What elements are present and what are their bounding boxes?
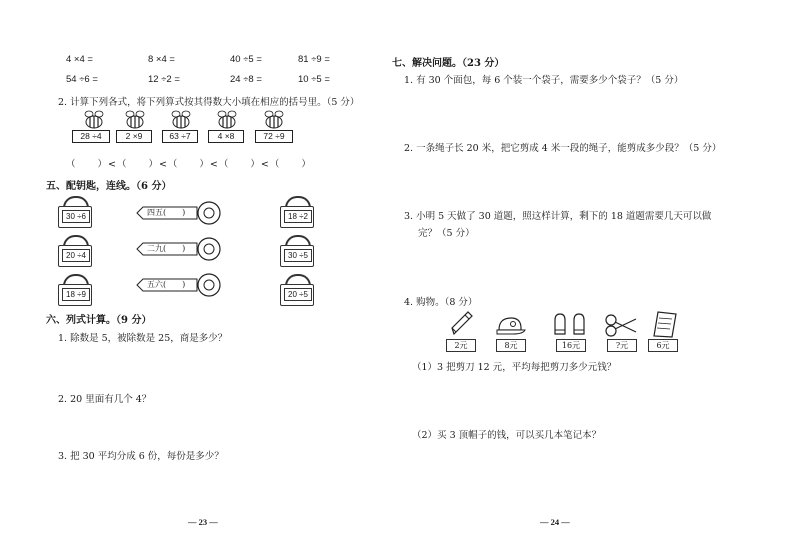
- lock-expression: 20 ÷5: [284, 288, 312, 301]
- problem-1: 1. 有 30 个面包，每 6 个装一个袋子，需要多少个袋子？（5 分）: [404, 75, 684, 86]
- price-tag: 2元: [446, 339, 476, 352]
- cap-icon: [493, 314, 527, 338]
- oral-calc-item: 4 ×4 =: [66, 54, 93, 65]
- problem-4-2: （2）买 3 顶帽子的钱，可以买几本笔记本？: [412, 430, 602, 441]
- oral-calc-item: 54 ÷6 =: [66, 74, 98, 85]
- lock-icon[interactable]: [280, 235, 314, 269]
- notebook-icon: [648, 310, 678, 338]
- price-tag: 16元: [556, 339, 586, 352]
- oral-calc-item: 10 ÷5 =: [298, 74, 330, 85]
- question-2-text: 2. 计算下列各式，将下列算式按其得数大小填在相应的括号里。（5 分）: [58, 97, 360, 108]
- key-icon[interactable]: [135, 200, 225, 226]
- lock-icon[interactable]: [280, 196, 314, 230]
- problem-3-line-2: 完？（5 分）: [418, 228, 475, 239]
- lock-expression: 20 ÷4: [62, 249, 90, 262]
- lock-expression: 18 ÷2: [284, 210, 312, 223]
- problem-3-line-1: 3. 小明 5 天做了 30 道题，照这样计算，剩下的 18 道题需要几天可以做: [404, 211, 712, 222]
- problem-4: 4. 购物。（8 分）: [404, 297, 478, 308]
- key-icon[interactable]: [135, 236, 225, 262]
- bee-icon: [215, 110, 239, 130]
- price-tag: ?元: [607, 339, 637, 352]
- lock-icon[interactable]: [58, 274, 92, 308]
- bee-expression: 4 ×8: [208, 130, 244, 143]
- lock-expression: 18 ÷9: [62, 288, 90, 301]
- key-icon[interactable]: [135, 272, 225, 298]
- key-label: 二九( ): [147, 244, 186, 253]
- bee-icon: [262, 110, 286, 130]
- oral-calc-item: 81 ÷9 =: [298, 54, 330, 65]
- lock-expression: 30 ÷6: [62, 210, 90, 223]
- page-number-left: — 23 —: [188, 517, 218, 527]
- price-tag: 8元: [496, 339, 526, 352]
- oral-calc-item: 8 ×4 =: [148, 54, 175, 65]
- section-6-item-2: 2. 20 里面有几个 4？: [58, 394, 152, 405]
- key-label: 五六( ): [147, 280, 186, 289]
- bee-icon: [82, 110, 106, 130]
- key-label: 四五( ): [147, 208, 186, 217]
- price-tag: 6元: [648, 339, 678, 352]
- section-6-title: 六、列式计算。（9 分）: [46, 315, 152, 326]
- bee-icon: [169, 110, 193, 130]
- bee-icon: [123, 110, 147, 130]
- section-6-item-1: 1. 除数是 5，被除数是 25，商是多少？: [58, 333, 228, 344]
- lock-icon[interactable]: [58, 196, 92, 230]
- lock-icon[interactable]: [58, 235, 92, 269]
- problem-4-1: （1）3 把剪刀 12 元，平均每把剪刀多少元钱？: [412, 362, 617, 373]
- oral-calc-item: 12 ÷2 =: [148, 74, 180, 85]
- lock-expression: 30 ÷5: [284, 249, 312, 262]
- bee-expression: 72 ÷9: [255, 130, 293, 143]
- compare-answer-row[interactable]: （ ）<（ ）<（ ）<（ ）<（ ）: [66, 159, 312, 170]
- oral-calc-item: 24 ÷8 =: [230, 74, 262, 85]
- gloves-icon: [552, 310, 588, 338]
- section-5-title: 五、配钥匙，连线。（6 分）: [46, 181, 172, 192]
- pencil-icon: [446, 308, 476, 338]
- lock-icon[interactable]: [280, 274, 314, 308]
- bee-expression: 63 ÷7: [162, 130, 198, 143]
- bee-expression: 28 ÷4: [72, 130, 110, 143]
- section-6-item-3: 3. 把 30 平均分成 6 份，每份是多少？: [58, 451, 224, 462]
- scissors-icon: [604, 312, 638, 338]
- bee-expression: 2 ×9: [116, 130, 152, 143]
- section-7-title: 七、解决问题。（23 分）: [392, 58, 505, 69]
- problem-2: 2. 一条绳子长 20 米，把它剪成 4 米一段的绳子，能剪成多少段？（5 分）: [404, 143, 722, 154]
- page-number-right: — 24 —: [540, 517, 570, 527]
- oral-calc-item: 40 ÷5 =: [230, 54, 262, 65]
